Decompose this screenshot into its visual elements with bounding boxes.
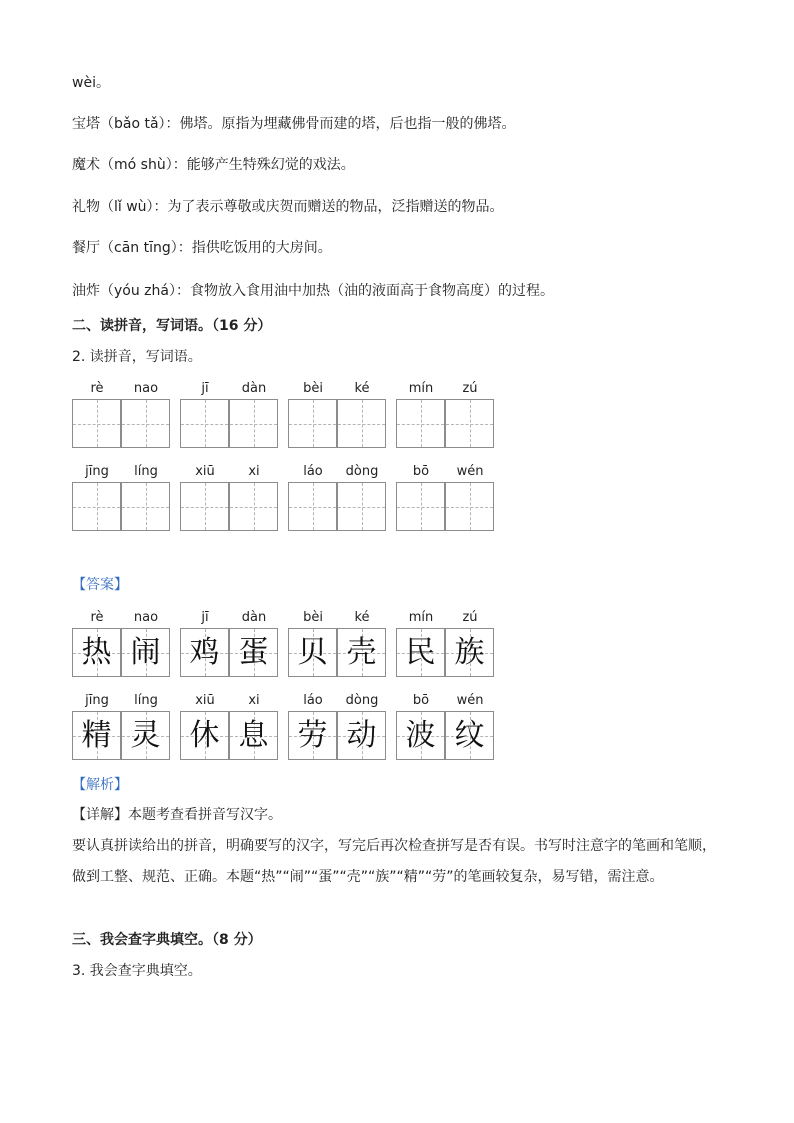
answer-char: 息 [238,718,269,753]
pinyin: bō [412,693,430,708]
answer-cell [288,711,337,760]
answer-cell [396,711,445,760]
detail-label: 【详解】 [72,807,128,823]
pinyin: dòng [345,693,379,708]
answer-cell [180,628,229,677]
answer-char: 壳 [346,635,377,670]
answer-cell [337,628,386,677]
answer-grid-row [72,628,512,678]
pinyin: jīng [85,464,109,479]
answer-char: 灵 [130,718,161,753]
pinyin: xiū [195,693,215,708]
answer-char: 纹 [454,718,485,753]
writing-cell[interactable] [288,482,337,531]
writing-cell[interactable] [180,399,229,448]
writing-grid-row [72,399,512,449]
answer-cell [72,711,121,760]
pinyin: rè [90,610,104,625]
answer-char: 贝 [297,635,328,670]
answer-char: 精 [81,718,112,753]
answer-cell [180,711,229,760]
answer-char: 波 [405,718,436,753]
pinyin: rè [90,381,104,396]
writing-grid-row [72,482,512,532]
writing-cell[interactable] [337,399,386,448]
answer-cell [121,628,170,677]
pinyin: láo [303,464,323,479]
pinyin-row [72,463,512,481]
section3-question: 3. 我会查字典填空。 [72,963,202,979]
pinyin-row [72,609,512,627]
definition-youzha: 油炸（yóu zhá）：食物放入食用油中加热（油的液面高于食物高度）的过程。 [72,283,554,299]
pinyin: jī [201,381,209,396]
writing-cell[interactable] [288,399,337,448]
pinyin: bō [412,464,430,479]
pinyin: wén [456,464,484,479]
writing-cell[interactable] [229,399,278,448]
explanation-paragraph: 要认真拼读给出的拼音，明确要写的汉字，写完后再次检查拼写是否有误。书写时注意字的笔画和笔顺，做到工整、规范、正确。本题“热”“闹”“蛋”“壳”“族”“精”“劳”的笔画较复杂，易写错，需注意。 [72,838,716,885]
answer-char: 热 [81,635,112,670]
answer-cell [229,711,278,760]
definition-baota: 宝塔（bǎo tǎ）：佛塔。原指为埋藏佛骨而建的塔，后也指一般的佛塔。 [72,116,516,132]
answer-char: 动 [346,718,377,753]
detail-text: 本题考查看拼音写汉字。 [128,807,282,823]
writing-cell[interactable] [121,399,170,448]
answer-cell [72,628,121,677]
answer-cell [229,628,278,677]
answer-char: 鸡 [189,635,220,670]
writing-cell[interactable] [229,482,278,531]
pinyin: dòng [345,464,379,479]
answer-grid-row [72,711,512,761]
answer-char: 蛋 [238,635,269,670]
answer-char: 闹 [130,635,161,670]
answer-char: 劳 [297,718,328,753]
pinyin: xiū [195,464,215,479]
pinyin: dàn [241,381,267,396]
pinyin: líng [134,693,158,708]
detail-line [72,805,282,825]
answer-char: 族 [454,635,485,670]
writing-cell[interactable] [72,482,121,531]
pinyin: jīng [85,693,109,708]
writing-cell[interactable] [180,482,229,531]
answer-cell [121,711,170,760]
pinyin-row [72,692,512,710]
answer-label: 【答案】 [72,577,128,593]
answer-char: 民 [405,635,436,670]
definition-canting: 餐厅（cān tīng）：指供吃饭用的大房间。 [72,240,332,256]
pinyin: bèi [303,610,323,625]
pinyin: xi [248,464,260,479]
pinyin: ké [354,381,370,396]
pinyin: xi [248,693,260,708]
answer-cell [445,711,494,760]
pinyin: líng [134,464,158,479]
pinyin: zú [462,381,478,396]
top-fragment: wèi。 [72,75,110,91]
pinyin-row [72,380,512,398]
writing-cell[interactable] [396,482,445,531]
definition-liwu: 礼物（lǐ wù）：为了表示尊敬或庆贺而赠送的物品，泛指赠送的物品。 [72,199,504,215]
section2-heading: 二、读拼音，写词语。（16 分） [72,318,272,334]
writing-cell[interactable] [121,482,170,531]
writing-cell[interactable] [445,482,494,531]
pinyin: ké [354,610,370,625]
writing-cell[interactable] [396,399,445,448]
pinyin: nao [133,381,159,396]
analysis-label: 【解析】 [72,777,128,793]
section2-question: 2. 读拼音，写词语。 [72,349,202,365]
writing-cell[interactable] [72,399,121,448]
answer-cell [337,711,386,760]
pinyin: wén [456,693,484,708]
pinyin: nao [133,610,159,625]
pinyin: dàn [241,610,267,625]
writing-cell[interactable] [337,482,386,531]
pinyin: zú [462,610,478,625]
answer-cell [396,628,445,677]
answer-cell [288,628,337,677]
writing-cell[interactable] [445,399,494,448]
answer-char: 休 [189,718,220,753]
answer-cell [445,628,494,677]
definition-moshu: 魔术（mó shù）：能够产生特殊幻觉的戏法。 [72,157,355,173]
pinyin: láo [303,693,323,708]
pinyin: jī [201,610,209,625]
section3-heading: 三、我会查字典填空。（8 分） [72,932,262,948]
pinyin: mín [408,610,434,625]
pinyin: mín [408,381,434,396]
pinyin: bèi [303,381,323,396]
